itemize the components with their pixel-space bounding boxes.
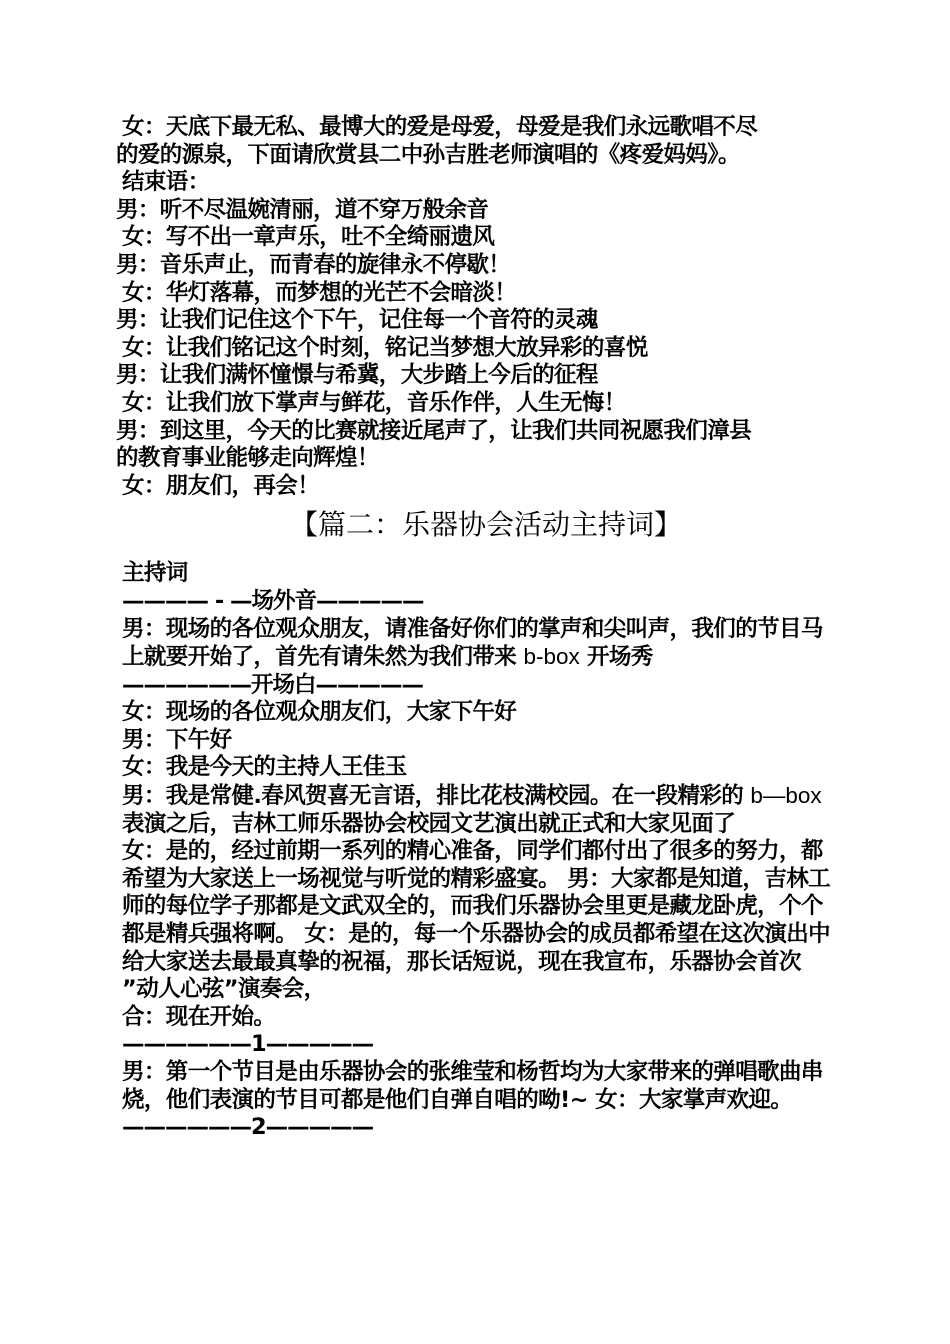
text-line: ”动人心弦”演奏会， <box>122 976 326 1003</box>
text-line: 女：天底下最无私、最博大的爱是母爱，母爱是我们永远歌唱不尽 <box>122 114 758 140</box>
text-line: 结束语： <box>122 169 210 196</box>
text-segment-latin: b—box <box>750 783 822 809</box>
divider-outside-sound: ———— - —场外音————— <box>122 587 424 614</box>
text-line: 的爱的源泉，下面请欣赏县二中孙吉胜老师演唱的《疼爱妈妈》。 <box>116 141 740 168</box>
section-heading: 【篇二：乐器协会活动主持词】 <box>289 509 682 541</box>
text-line: 女：让我们铭记这个时刻，铭记当梦想大放异彩的喜悦 <box>122 334 648 361</box>
text-line: 女：现场的各位观众朋友们，大家下午好 <box>122 699 517 726</box>
text-segment: 表演之后，吉林工师乐器协会校园文艺演出就正式和大家见面了 <box>122 810 736 837</box>
divider-opening: ——————开场白————— <box>122 671 424 698</box>
text-line: 女：写不出一章声乐，吐不全绮丽遗风 <box>122 224 495 251</box>
paragraph-dialogue: 女：是的，经过前期一系列的精心准备，同学们都付出了很多的努力，都希望为大家送上一场视觉与听觉的精彩盛宴。 男：大家都是知道，吉林工师的每位学子那都是文武双全的，而我们乐器协会里更是藏龙卧虎，个个都是精兵强将啊。 女：是的，每一个乐器协会的成员都希望在这次演出中给大家送去最最真挚的祝福，那长话短说，现在我宣布，乐器协会首次 <box>122 838 831 975</box>
text-line: 男：让我们记住这个下午，记住每一个音符的灵魂 <box>116 307 598 334</box>
text-segment-latin: b-box <box>523 644 580 670</box>
text-segment: 男：现场的各位观众朋友，请准备好你们的掌声和尖叫声，我们的节目马上就要开始了，首先有请朱然为我们带来 <box>122 615 823 671</box>
text-line: 的教育事业能够走向辉煌！ <box>116 445 379 472</box>
text-line: 女：朋友们，再会！ <box>122 472 320 499</box>
text-line: 男：到这里，今天的比赛就接近尾声了，让我们共同祝愿我们漳县 <box>116 417 752 444</box>
document-page <box>116 114 836 1142</box>
host-title: 主持词 <box>122 560 188 587</box>
paragraph-opening-announcement <box>116 616 836 672</box>
divider-program-2: ——————2————— <box>122 1114 374 1141</box>
text-line: 男：听不尽温婉清丽，道不穿万般余音 <box>116 196 489 223</box>
text-line: 合：现在开始。 <box>122 1003 276 1030</box>
text-line: 女：让我们放下掌声与鲜花，音乐作伴，人生无悔！ <box>122 389 626 416</box>
divider-program-1: ——————1————— <box>122 1031 374 1058</box>
text-segment: 开场秀 <box>579 644 653 671</box>
text-segment: 男：我是常健.春风贺喜无言语，排比花枝满校园。在一段精彩的 <box>122 783 751 810</box>
text-line: 女：华灯落幕，而梦想的光芒不会暗淡！ <box>122 279 517 306</box>
text-line: 女：我是今天的主持人王佳玉 <box>122 754 407 781</box>
paragraph-host-intro <box>116 782 836 838</box>
text-line: 男：音乐声止，而青春的旋律永不停歇！ <box>116 251 511 278</box>
text-line: 男：下午好 <box>122 726 232 753</box>
paragraph-program-1: 男：第一个节目是由乐器协会的张维莹和杨哲均为大家带来的弹唱歌曲串烧，他们表演的节目可都是他们自弹自唱的呦!~ 女：大家掌声欢迎。 <box>122 1059 823 1113</box>
text-line: 男：让我们满怀憧憬与希冀，大步踏上今后的征程 <box>116 362 598 389</box>
